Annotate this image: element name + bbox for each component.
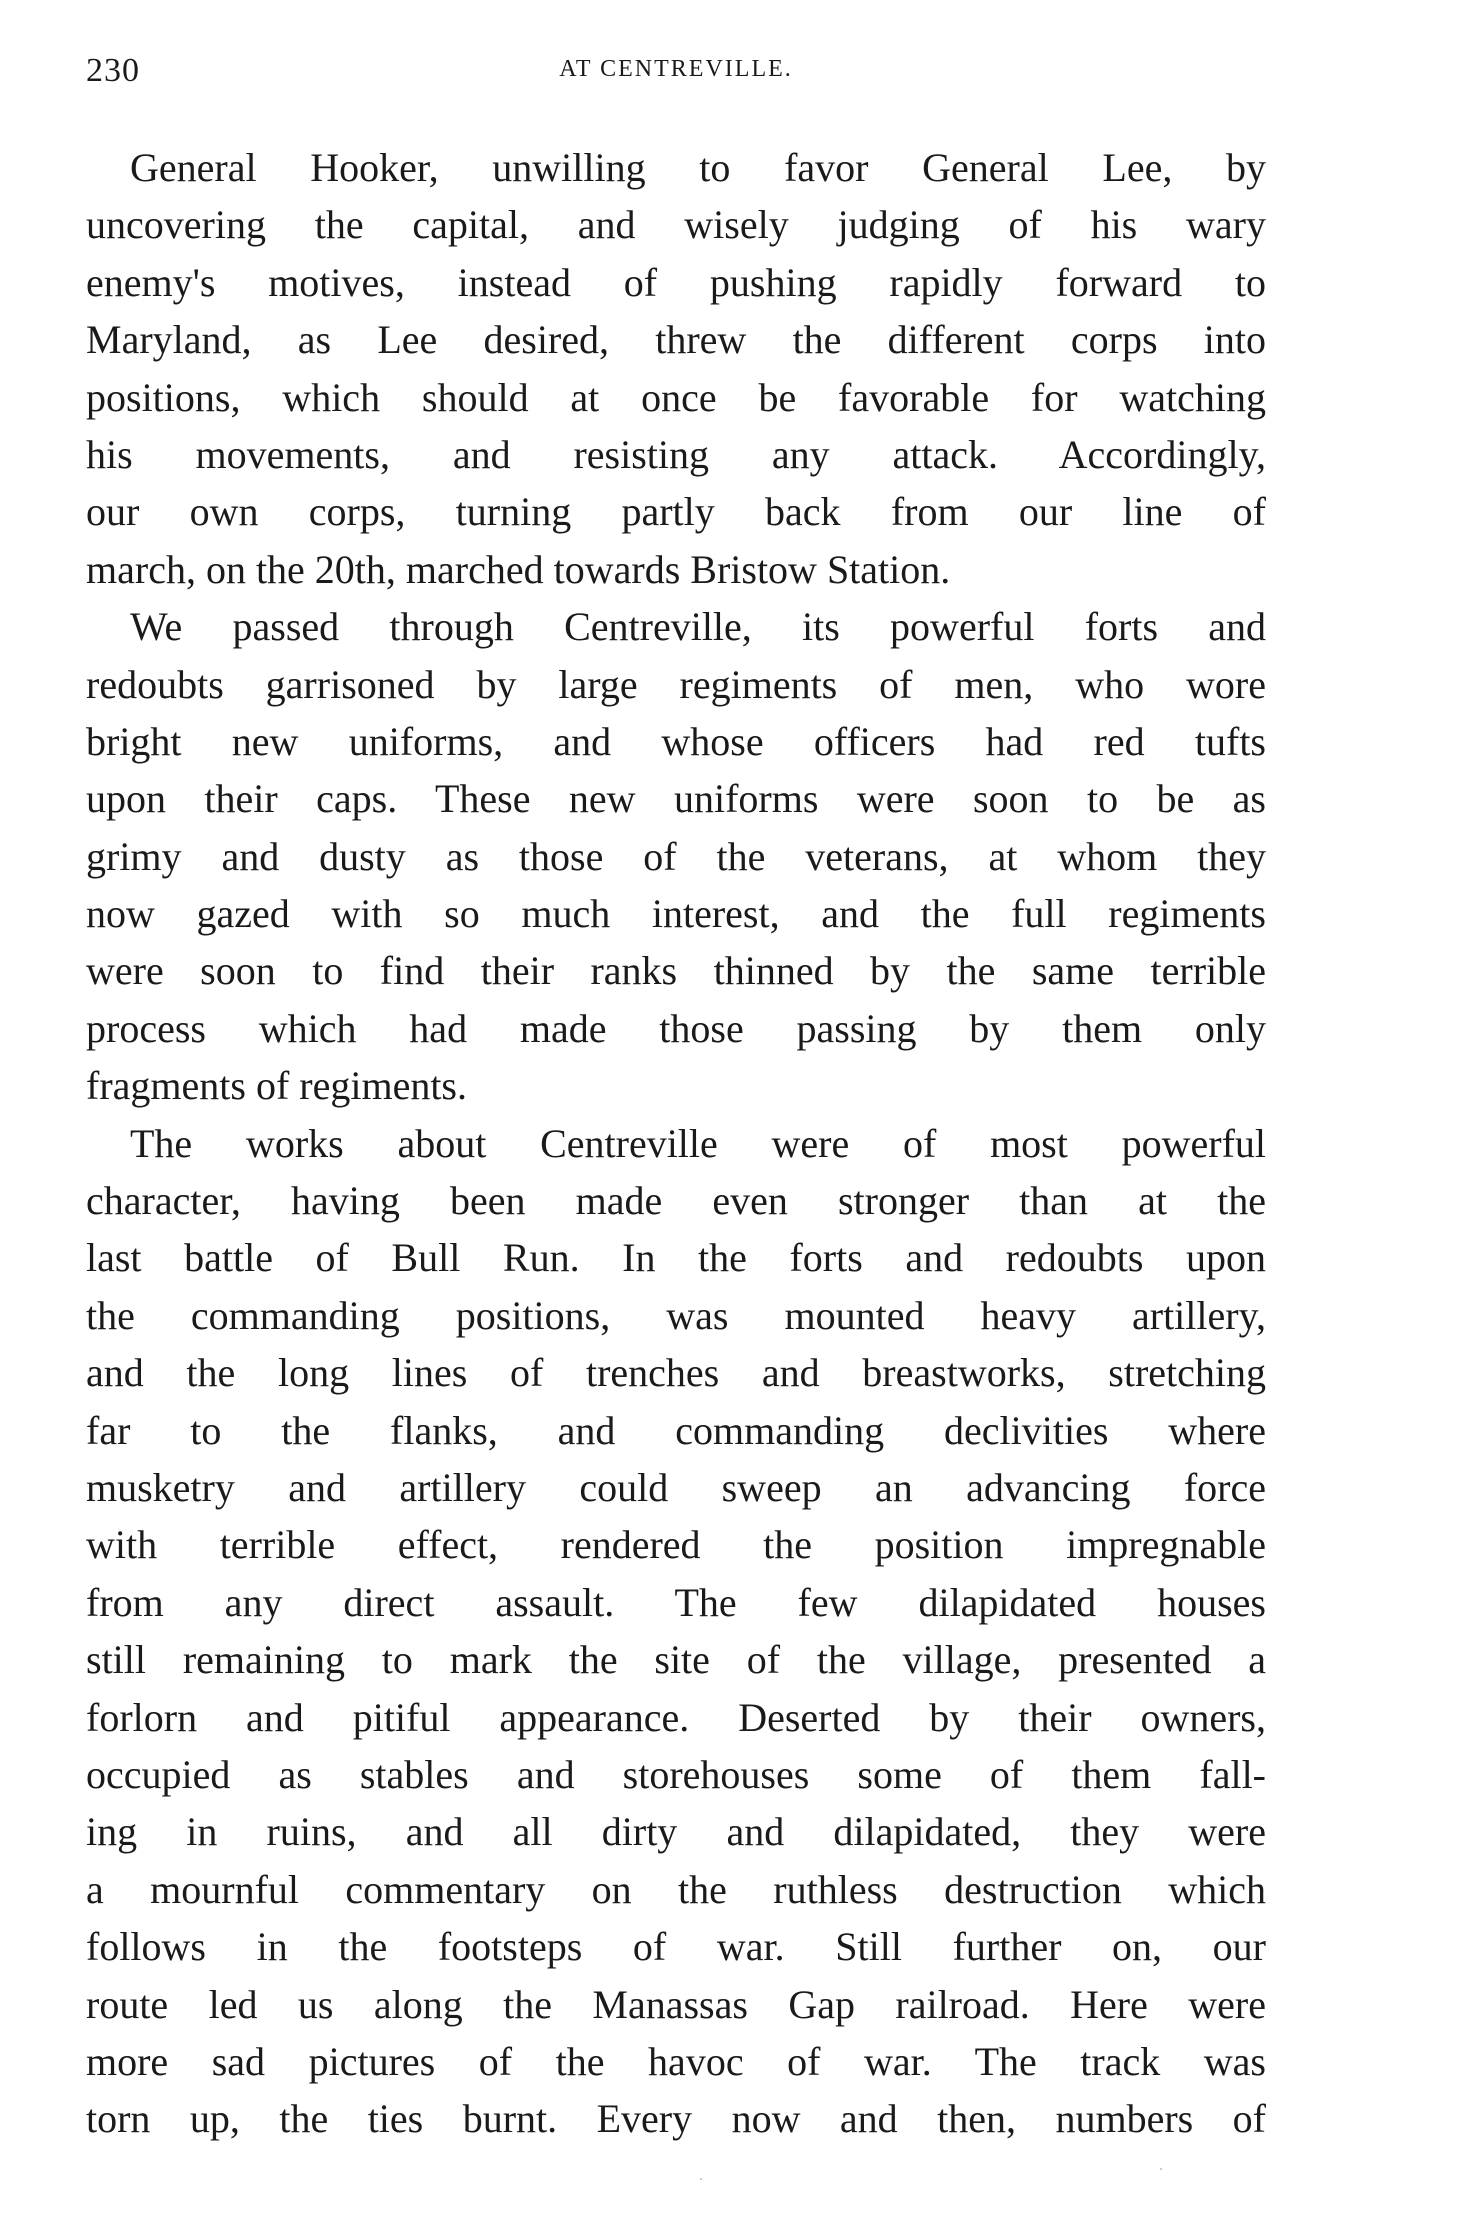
running-head: AT CENTREVILLE. <box>559 56 793 82</box>
text-line: last battle of Bull Run. In the forts and redoubts upon <box>86 1235 1266 1281</box>
text-line: the commanding positions, was mounted heavy artillery, <box>86 1292 1266 1338</box>
text-line: The works about Centreville were of most powerful <box>130 1120 1266 1166</box>
text-line: fragments of regiments. <box>86 1063 467 1109</box>
text-line: his movements, and resisting any attack. Accordingly, <box>86 431 1266 477</box>
print-speck <box>1160 2168 1162 2170</box>
text-line: follows in the footsteps of war. Still further on, our <box>86 1924 1266 1970</box>
text-line: were soon to find their ranks thinned by the same terrible <box>86 948 1266 994</box>
text-line: upon their caps. These new uniforms were soon to be as <box>86 776 1266 822</box>
print-speck <box>700 2178 702 2180</box>
body-text <box>86 139 1266 2148</box>
text-line: and the long lines of trenches and breastworks, stretching <box>86 1350 1266 1396</box>
text-line: Maryland, as Lee desired, threw the different corps into <box>86 317 1266 363</box>
page-number: 230 <box>86 52 140 89</box>
text-line: ing in ruins, and all dirty and dilapidated, they were <box>86 1809 1266 1855</box>
text-line: occupied as stables and storehouses some of them fall- <box>86 1751 1266 1797</box>
text-line: a mournful commentary on the ruthless destruction which <box>86 1866 1266 1912</box>
text-line: musketry and artillery could sweep an advancing force <box>86 1464 1266 1510</box>
text-line: redoubts garrisoned by large regiments of men, who wore <box>86 661 1266 707</box>
text-line: bright new uniforms, and whose officers had red tufts <box>86 718 1266 764</box>
text-line: We passed through Centreville, its powerful forts and <box>130 604 1266 650</box>
text-line: route led us along the Manassas Gap railroad. Here were <box>86 1981 1266 2027</box>
page-header <box>86 52 1266 92</box>
text-line: with terrible effect, rendered the position impregnable <box>86 1522 1266 1568</box>
text-line: from any direct assault. The few dilapidated houses <box>86 1579 1266 1625</box>
text-line: process which had made those passing by them only <box>86 1005 1266 1051</box>
text-line: still remaining to mark the site of the village, presented a <box>86 1637 1266 1683</box>
text-line: torn up, the ties burnt. Every now and then, numbers of <box>86 2096 1266 2142</box>
text-line: more sad pictures of the havoc of war. The track was <box>86 2038 1266 2084</box>
text-line: forlorn and pitiful appearance. Deserted by their owners, <box>86 1694 1266 1740</box>
text-line: General Hooker, unwilling to favor General Lee, by <box>130 145 1266 190</box>
text-line: march, on the 20th, marched towards Bristow Station. <box>86 546 951 592</box>
text-line: positions, which should at once be favorable for watching <box>86 374 1266 420</box>
text-line: character, having been made even stronger than at the <box>86 1178 1266 1224</box>
text-line: now gazed with so much interest, and the full regiments <box>86 891 1266 937</box>
text-line: uncovering the capital, and wisely judging of his wary <box>86 202 1266 248</box>
text-line: far to the flanks, and commanding declivities where <box>86 1407 1266 1453</box>
text-line: enemy's motives, instead of pushing rapidly forward to <box>86 259 1266 305</box>
text-line: our own corps, turning partly back from our line of <box>86 489 1266 535</box>
text-line: grimy and dusty as those of the veterans, at whom they <box>86 833 1266 879</box>
